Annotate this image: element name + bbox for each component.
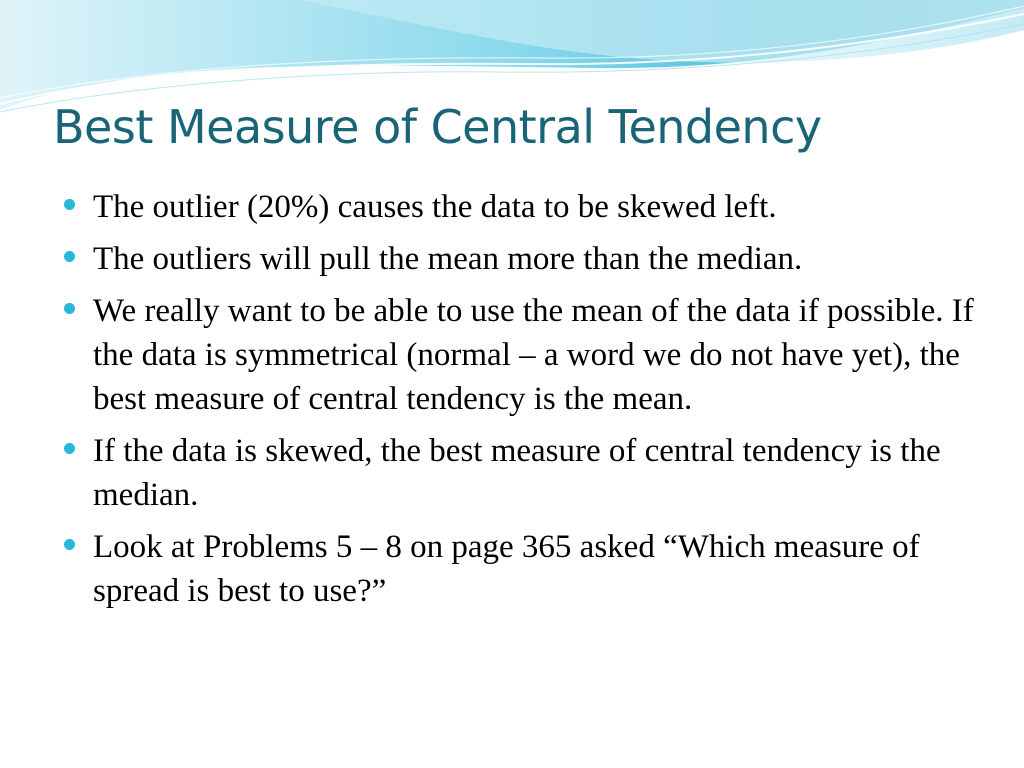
bullet-text: The outliers will pull the mean more than the median. <box>93 241 803 277</box>
list-item <box>62 237 982 281</box>
bullet-text: If the data is skewed, the best measure of central tendency is the median. <box>93 433 941 513</box>
bullet-dot-icon <box>64 443 75 454</box>
bullet-dot-icon <box>64 303 75 314</box>
list-item <box>62 289 982 421</box>
bullet-list <box>62 185 982 621</box>
bullet-text: Look at Problems 5 – 8 on page 365 asked “Which measure of spread is best to use?” <box>93 529 920 609</box>
list-item <box>62 185 982 229</box>
bullet-text: The outlier (20%) causes the data to be skewed left. <box>93 189 777 225</box>
list-item <box>62 429 982 517</box>
list-item <box>62 525 982 613</box>
bullet-text: We really want to be able to use the mean of the data if possible. If the data is symmetrical (normal – a word we do not have yet), the best measure of central tendency is the mean. <box>93 293 974 417</box>
slide-title: Best Measure of Central Tendency <box>53 100 822 154</box>
bullet-dot-icon <box>64 251 75 262</box>
bullet-dot-icon <box>64 539 75 550</box>
bullet-dot-icon <box>64 199 75 210</box>
